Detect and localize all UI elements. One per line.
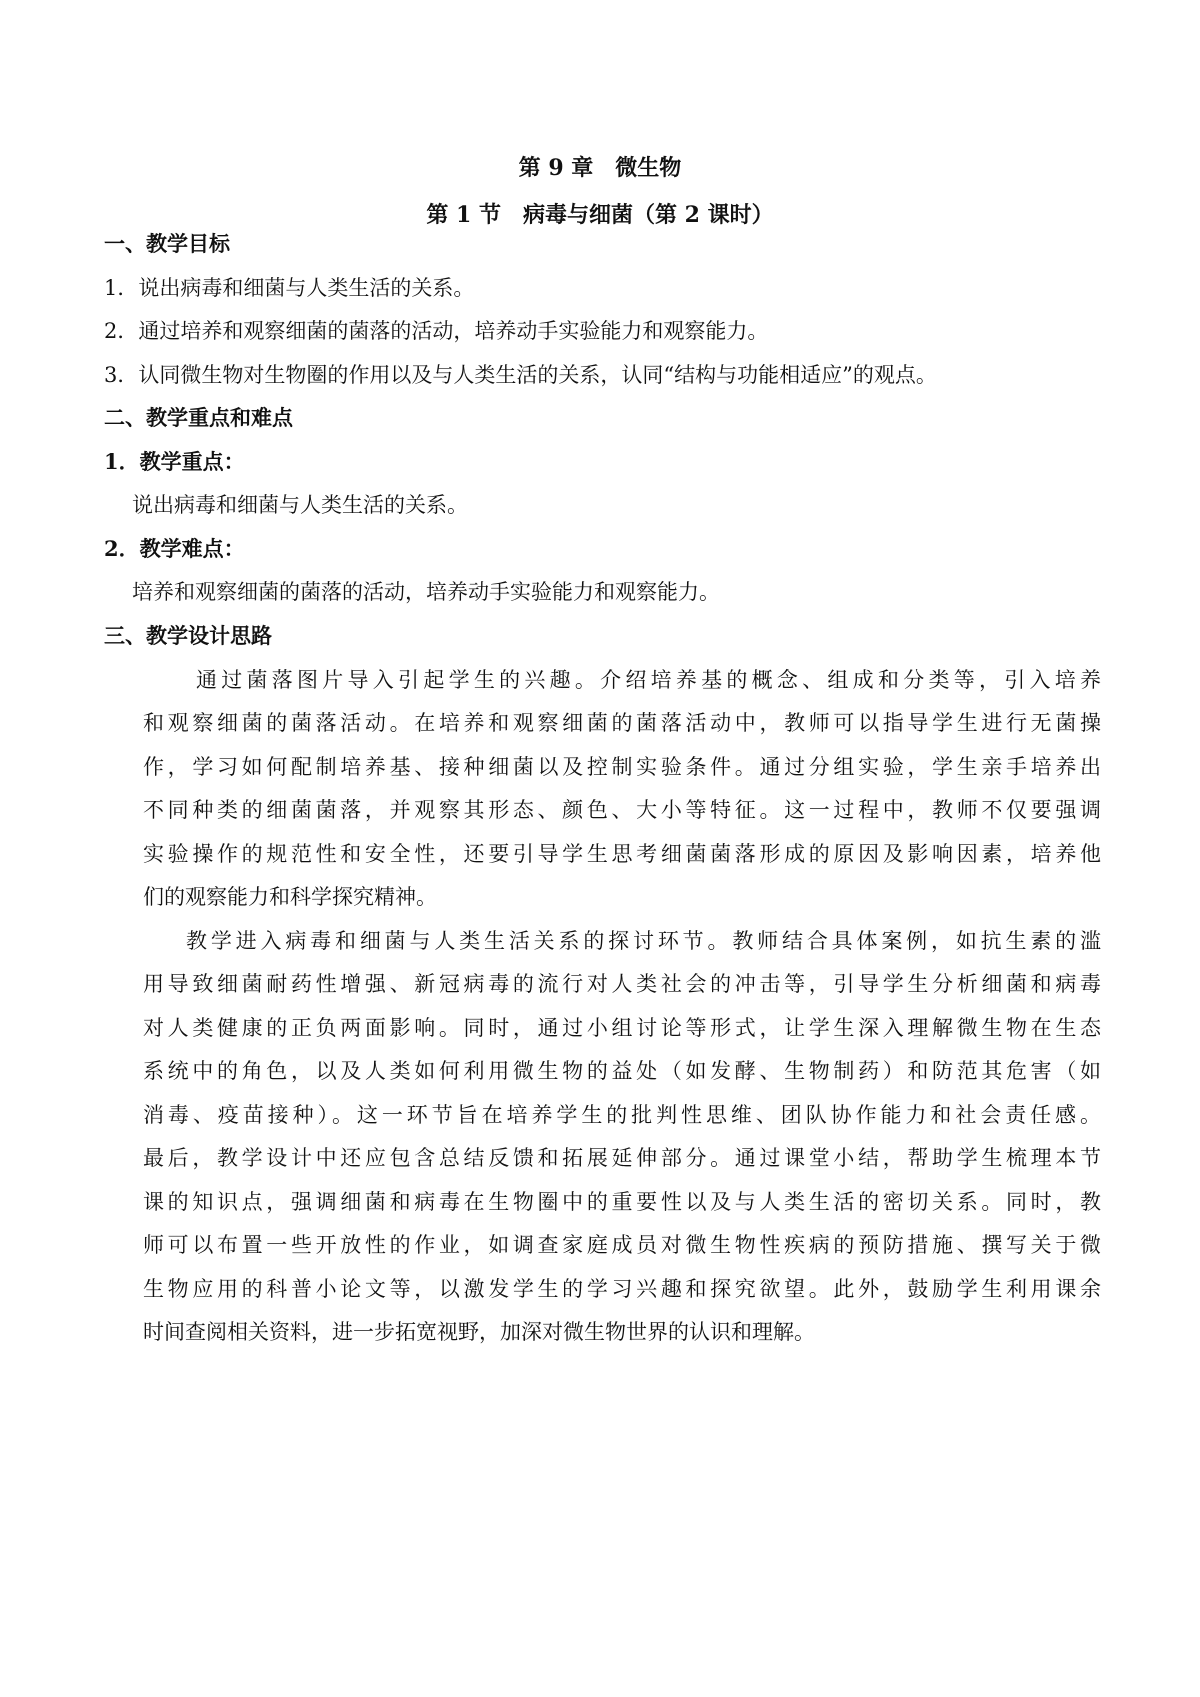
difficulty-label: 2．教学难点：	[104, 536, 245, 561]
paragraph-line: 作，学习如何配制培养基、接种细菌以及控制实验条件。通过分组实验，学生亲手培养出	[143, 755, 1101, 779]
paragraph-line: 们的观察能力和科学探究精神。	[143, 885, 437, 909]
paragraph-line: 系统中的角色，以及人类如何利用微生物的益处（如发酵、生物制药）和防范其危害（如	[143, 1059, 1101, 1083]
paragraph-line: 消毒、疫苗接种）。这一环节旨在培养学生的批判性思维、团队协作能力和社会责任感。	[143, 1103, 1101, 1127]
paragraph-line: 最后，教学设计中还应包含总结反馈和拓展延伸部分。通过课堂小结，帮助学生梳理本节	[143, 1146, 1101, 1170]
objective-item: 1．说出病毒和细菌与人类生活的关系。	[104, 276, 475, 300]
paragraph-line: 课的知识点，强调细菌和病毒在生物圈中的重要性以及与人类生活的密切关系。同时，教	[143, 1190, 1101, 1214]
focus-text: 说出病毒和细菌与人类生活的关系。	[132, 493, 468, 517]
objectives-heading: 一、教学目标	[104, 231, 230, 256]
difficulty-text: 培养和观察细菌的菌落的活动，培养动手实验能力和观察能力。	[132, 580, 720, 604]
paragraph-line: 和观察细菌的菌落活动。在培养和观察细菌的菌落活动中，教师可以指导学生进行无菌操	[143, 711, 1101, 735]
design-heading: 三、教学设计思路	[104, 623, 272, 648]
chapter-title: 第 9 章 微生物	[518, 155, 682, 181]
paragraph-line: 对人类健康的正负两面影响。同时，通过小组讨论等形式，让学生深入理解微生物在生态	[143, 1016, 1101, 1040]
section-title: 第 1 节 病毒与细菌（第 2 课时）	[426, 202, 774, 228]
paragraph-line: 不同种类的细菌菌落，并观察其形态、颜色、大小等特征。这一过程中，教师不仅要强调	[143, 798, 1101, 822]
paragraph-line: 师可以布置一些开放性的作业，如调查家庭成员对微生物性疾病的预防措施、撰写关于微	[143, 1233, 1101, 1257]
paragraph-line: 生物应用的科普小论文等，以激发学生的学习兴趣和探究欲望。此外，鼓励学生利用课余	[143, 1277, 1101, 1301]
objective-item: 3．认同微生物对生物圈的作用以及与人类生活的关系，认同“结构与功能相适应”的观点。	[104, 363, 937, 387]
key-points-heading: 二、教学重点和难点	[104, 405, 293, 430]
paragraph-line: 用导致细菌耐药性增强、新冠病毒的流行对人类社会的冲击等，引导学生分析细菌和病毒	[143, 972, 1101, 996]
paragraph-line: 实验操作的规范性和安全性，还要引导学生思考细菌菌落形成的原因及影响因素，培养他	[143, 842, 1101, 866]
objective-item: 2．通过培养和观察细菌的菌落的活动，培养动手实验能力和观察能力。	[104, 319, 769, 343]
paragraph-line: 教学进入病毒和细菌与人类生活关系的探讨环节。教师结合具体案例，如抗生素的滥	[186, 929, 1101, 953]
paragraph-line: 时间查阅相关资料，进一步拓宽视野，加深对微生物世界的认识和理解。	[143, 1320, 815, 1344]
paragraph-line: 通过菌落图片导入引起学生的兴趣。介绍培养基的概念、组成和分类等，引入培养	[196, 668, 1101, 692]
focus-label: 1．教学重点：	[104, 449, 245, 474]
